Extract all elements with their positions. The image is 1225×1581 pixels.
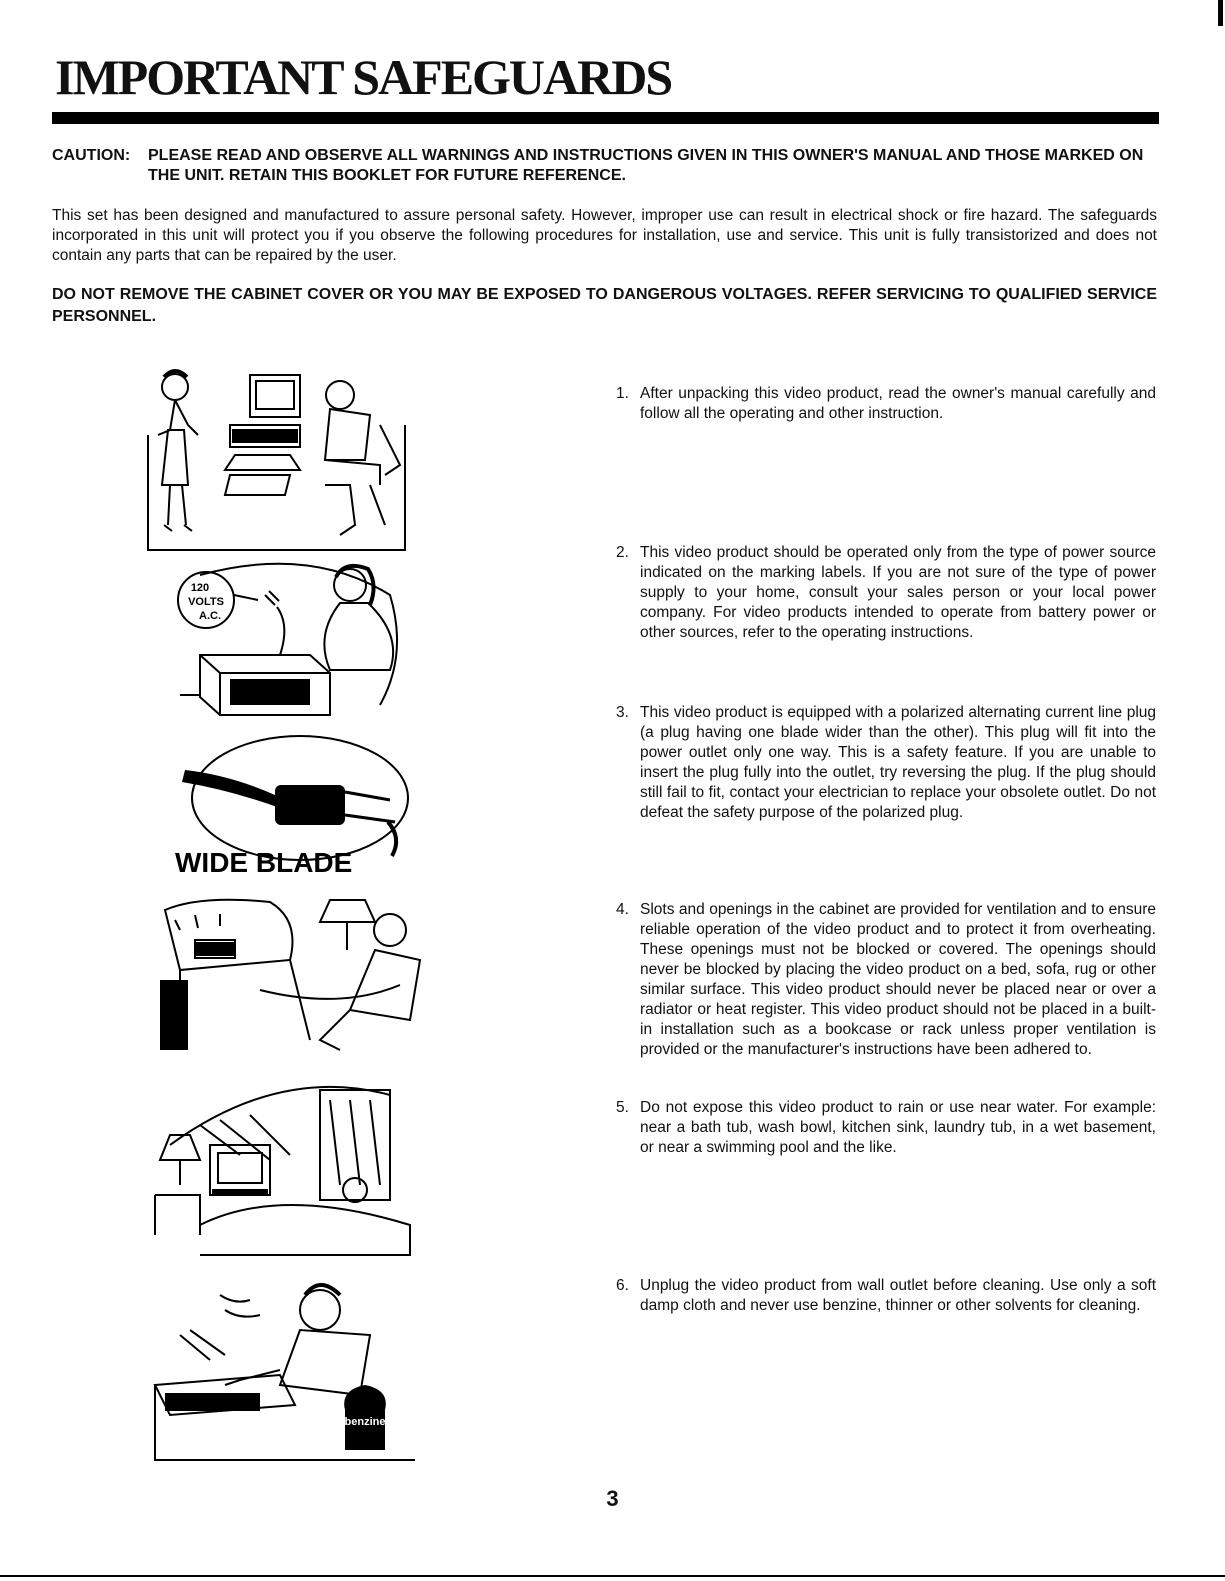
safeguard-item-2 [616,543,1156,643]
water-hazard-illustration [140,1085,430,1265]
item-text: This video product should be operated only from the type of power source indicated on the marking labels. If you are not sure of the type of power supply to your home, consult your sales person or your local power company. For video products intended to operate from battery power or other sources, refer to the operating instructions. [640,544,1156,641]
item-number: 6. [616,1277,629,1294]
item-number: 1. [616,385,629,402]
safeguard-item-4 [616,900,1156,1060]
plug-label: WIDE BLADE [175,847,353,878]
caution-text: PLEASE READ AND OBSERVE ALL WARNINGS AND INSTRUCTIONS GIVEN IN THIS OWNER'S MANUAL AND THOSE MARKED ON THE UNIT. RETAIN THIS BOOKLET FOR FUTURE REFERENCE. [148,147,1144,184]
title-rule [52,112,1159,124]
safeguard-item-3 [616,703,1156,823]
page-number: 3 [606,1486,619,1511]
safeguard-item-6 [616,1276,1156,1316]
caution-block [52,146,1157,186]
item-text: Do not expose this video product to rain or use near water. For example: near a bath tub, wash bowl, kitchen sink, laundry tub, in a wet basement, or near a swimming pool and the like. [640,1099,1156,1156]
item-number: 2. [616,544,629,561]
page-title: IMPORTANT SAFEGUARDS [55,49,672,105]
safeguard-item-5 [616,1098,1156,1158]
safeguard-item-1 [616,384,1156,424]
item-text: Unplug the video product from wall outlet before cleaning. Use only a soft damp cloth and never use benzine, thinner or other solvents for cleaning. [640,1277,1156,1314]
voltage-badge-unit: VOLTS [188,596,224,608]
ventilation-illustration [140,890,430,1070]
power-source-illustration [140,555,430,725]
reading-manual-illustration [140,365,430,555]
polarized-plug-illustration [140,730,430,880]
cleaning-illustration [140,1275,430,1465]
item-text: After unpacking this video product, read the owner's manual carefully and follow all the operating and other instruction. [640,385,1156,422]
item-number: 4. [616,901,629,918]
benzine-label: benzine [344,1416,386,1428]
voltage-badge-ac: A.C. [199,610,221,622]
edge-mark [1218,0,1223,26]
cabinet-warning: DO NOT REMOVE THE CABINET COVER OR YOU MAY BE EXPOSED TO DANGEROUS VOLTAGES. REFER SERVICING TO QUALIFIED SERVICE PERSONNEL. [52,286,1157,325]
intro-paragraph: This set has been designed and manufactured to assure personal safety. However, improper use can result in electrical shock or fire hazard. The safeguards incorporated in this unit will protect you if you observe the following procedures for installation, use and service. This unit is fully transistorized and does not contain any parts that can be repaired by the user. [52,207,1157,264]
item-text: Slots and openings in the cabinet are provided for ventilation and to ensure reliable operation of the video product and to protect it from overheating. These openings must not be blocked or covered. The openings should never be blocked by placing the video product on a bed, sofa, rug or other similar surface. This video product should never be placed near or over a radiator or heat register. This video product should not be placed in a built-in installation such as a bookcase or rack unless proper ventilation is provided or the manufacturer's instructions have been adhered to. [640,901,1156,1058]
item-number: 5. [616,1099,629,1116]
voltage-badge-number: 120 [190,582,210,594]
caution-label: CAUTION: [52,147,131,164]
bottom-rule [0,1575,1225,1577]
item-number: 3. [616,704,629,721]
item-text: This video product is equipped with a polarized alternating current line plug (a plug having one blade wider than the other). This plug will fit into the power outlet only one way. This is a safety feature. If you are unable to insert the plug fully into the outlet, try reversing the plug. If the plug should still fail to fit, contact your electrician to replace your obsolete outlet. Do not defeat the safety purpose of the polarized plug. [640,704,1156,821]
